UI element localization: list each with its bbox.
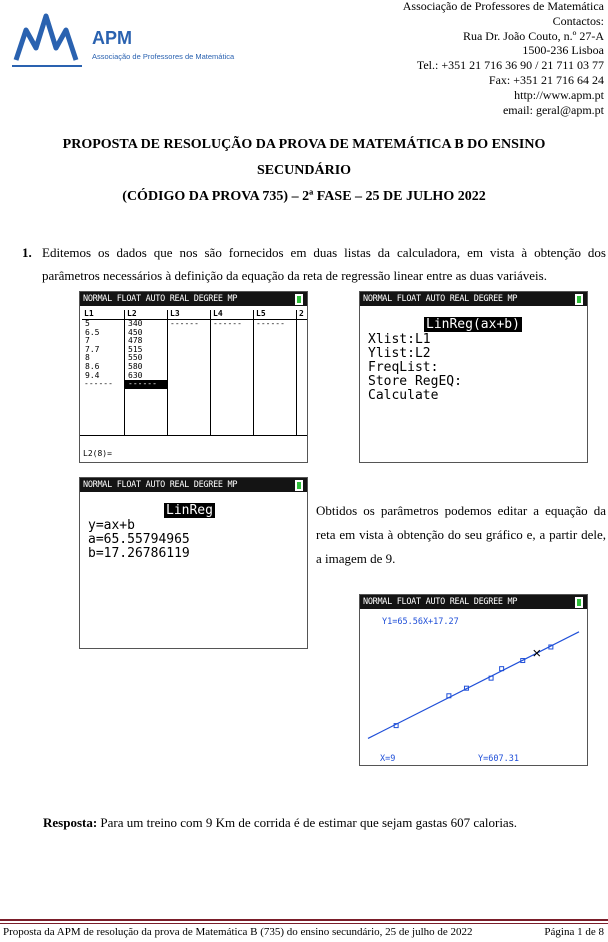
answer-label: Resposta: [43, 815, 98, 830]
menu-line-store: Store RegEQ: [368, 374, 462, 389]
list-cell: 7.7 [85, 344, 100, 354]
question-number: 1. [22, 245, 32, 260]
list-column-l2 [125, 310, 168, 435]
contact-fax: Fax: +351 21 716 64 24 [488, 72, 604, 87]
result-line-a: a=65.55794965 [88, 532, 190, 547]
list-cell: 450 [128, 327, 143, 337]
graph-y-readout: Y=607.31 [478, 754, 519, 764]
menu-line-calculate: Calculate [368, 388, 439, 403]
menu-line-xlist: Xlist:L1 [368, 332, 431, 347]
list-header: 2 [297, 310, 307, 320]
battery-icon [295, 480, 303, 491]
linreg-result-title: LinReg [166, 503, 213, 518]
list-cell: 7 [85, 336, 90, 346]
contact-phone: Tel.: +351 21 716 36 90 / 21 711 03 77 [416, 58, 604, 73]
status-bar [360, 292, 587, 306]
list-cell: 8.6 [85, 361, 100, 371]
entry-line: L2(8)= [83, 449, 112, 458]
status-text: NORMAL FLOAT AUTO REAL DEGREE MP [363, 294, 518, 304]
footer-rule [0, 919, 608, 921]
list-cell: ------ [213, 319, 242, 328]
list-cell: 550 [128, 353, 143, 363]
page-number: Página 1 de 8 [544, 926, 604, 938]
document-title-line1: PROPOSTA DE RESOLUÇÃO DA PROVA DE MATEMÁTICA B DO ENSINO [62, 137, 546, 152]
status-bar [80, 292, 307, 306]
battery-icon [575, 294, 583, 305]
list-cell: ------ [84, 379, 113, 389]
regression-line [368, 632, 579, 739]
list-cell: 515 [128, 344, 143, 354]
regression-graph [360, 610, 587, 766]
list-column-l4 [211, 310, 254, 435]
linreg-menu-title: LinReg(ax+b) [426, 317, 520, 332]
entry-divider [80, 435, 307, 436]
list-cell: 340 [128, 319, 143, 328]
graph-x-readout: X=9 [380, 754, 396, 764]
trace-cursor [534, 650, 540, 656]
status-text: NORMAL FLOAT AUTO REAL DEGREE MP [83, 480, 238, 490]
list-column-l1 [82, 310, 125, 435]
list-cursor-cell: ------ [125, 380, 167, 389]
contacts-block [403, 0, 604, 117]
status-bar [80, 478, 307, 492]
menu-line-freqlist: FreqList: [368, 360, 439, 375]
contact-org: Associação de Professores de Matemática [402, 0, 604, 13]
logo-name: APM [92, 28, 132, 48]
list-cell: 478 [128, 336, 143, 346]
calculator-screen-linreg-result [79, 477, 308, 649]
list-cell: 6.5 [85, 327, 100, 337]
document-title-line2: SECUNDÁRIO [256, 163, 352, 178]
list-cell: 580 [128, 361, 143, 371]
status-bar [360, 595, 587, 609]
logo-subtitle: Associação de Professores de Matemática [92, 52, 235, 61]
explanation-paragraph: Obtidos os parâmetros podemos editar a equação da reta em vista à obtenção do seu gráfico e, a partir dele, a imagem de 9. [316, 503, 606, 566]
question-1 [22, 241, 606, 287]
document-title-line3: (CÓDIGO DA PROVA 735) – 2ª FASE – 25 DE JULHO 2022 [122, 189, 486, 204]
list-cell: ------ [170, 319, 199, 328]
menu-line-ylist: Ylist:L2 [368, 346, 431, 361]
calculator-screen-lists [79, 291, 308, 463]
footer [3, 926, 604, 938]
list-cell: 5 [85, 319, 90, 328]
battery-icon [295, 294, 303, 305]
question-text: Editemos os dados que nos são fornecidos em duas listas da calculadora, em vista à obtenção dos parâmetros necessários à definição da equação da reta de regressão linear entre as duas variáveis. [42, 245, 606, 283]
list-column-l3 [168, 310, 211, 435]
answer [43, 815, 517, 831]
result-line-form: y=ax+b [88, 518, 135, 533]
list-cell: 8 [85, 353, 90, 363]
list-header: L2 [125, 310, 167, 320]
contact-website: http://www.apm.pt [514, 87, 604, 102]
list-header: L1 [82, 310, 124, 320]
contact-email: email: geral@apm.pt [502, 102, 604, 117]
status-text: NORMAL FLOAT AUTO REAL DEGREE MP [83, 294, 238, 304]
apm-logo [12, 10, 235, 70]
battery-icon [575, 597, 583, 608]
list-column-more [297, 310, 307, 435]
calculator-screen-linreg-menu [359, 291, 588, 463]
list-header: L3 [168, 310, 210, 320]
list-header: L5 [254, 310, 296, 320]
result-line-b: b=17.26786119 [88, 546, 190, 561]
list-column-l5 [254, 310, 297, 435]
list-cell: 630 [128, 370, 143, 380]
footer-rule-thin [0, 923, 608, 924]
status-text: NORMAL FLOAT AUTO REAL DEGREE MP [363, 597, 518, 607]
list-cell: 9.4 [85, 370, 100, 380]
contact-label: Contactos: [552, 13, 604, 28]
list-cell: ------ [256, 319, 285, 328]
contact-address: Rua Dr. João Couto, n.º 27-A [462, 28, 604, 43]
list-editor-table [82, 310, 307, 435]
logo-graphic [12, 10, 90, 70]
contact-postal: 1500-236 Lisboa [522, 43, 604, 58]
calculator-screen-graph [359, 594, 588, 766]
answer-text: Para um treino com 9 Km de corrida é de estimar que sejam gastas 607 calorias. [97, 815, 518, 830]
list-header: L4 [211, 310, 253, 320]
footer-text: Proposta da APM de resolução da prova de Matemática B (735) do ensino secundário, 25 de julho de 2022 [3, 926, 473, 938]
graph-equation: Y1=65.56X+17.27 [382, 617, 459, 627]
